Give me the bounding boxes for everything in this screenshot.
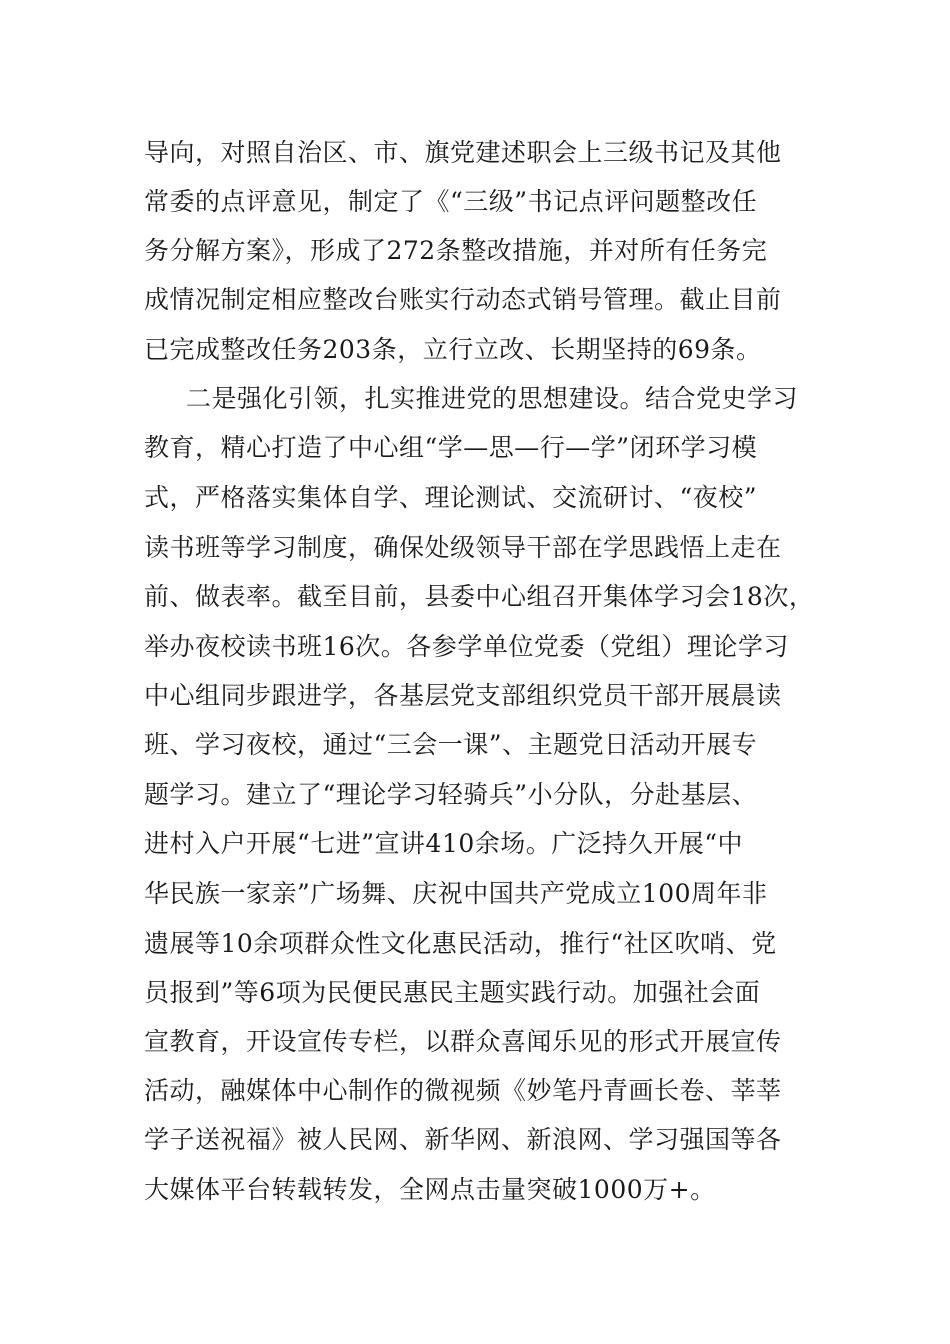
text-line: 华民族一家亲”广场舞、庆祝中国共产党成立100周年非 (144, 879, 768, 908)
text-line: 遗展等10余项群众性文化惠民活动，推行“社区吹哨、党 (144, 929, 777, 958)
text-line: 教育，精心打造了中心组“学—思—行—学”闭环学习模 (144, 433, 758, 462)
text-line: 宣教育，开设宣传专栏，以群众喜闻乐见的形式开展宣传 (144, 1027, 782, 1056)
text-line: 已完成整改任务203条，立行立改、长期坚持的69条。 (144, 335, 762, 364)
text-line: 读书班等学习制度，确保处级领导干部在学思践悟上走在 (144, 533, 782, 562)
text-line: 常委的点评意见，制定了《“三级”书记点评问题整改任 (144, 187, 758, 216)
text-line: 员报到”等6项为民便民惠民主题实践行动。加强社会面 (144, 978, 761, 1007)
text-line: 学子送祝福》被人民网、新华网、新浪网、学习强国等各 (144, 1125, 782, 1154)
text-line: 班、学习夜校，通过“三会一课”、主题党日活动开展专 (144, 730, 758, 759)
text-line: 进村入户开展“七进”宣讲410余场。广泛持久开展“中 (144, 829, 744, 858)
text-line: 活动，融媒体中心制作的微视频《妙笔丹青画长卷、莘莘 (144, 1076, 782, 1105)
text-line: 式，严格落实集体自学、理论测试、交流研讨、“夜校” (144, 483, 758, 512)
text-line: 务分解方案》，形成了272条整改措施，并对所有任务完 (144, 236, 768, 265)
text-line: 中心组同步跟进学，各基层党支部组织党员干部开展晨读 (144, 681, 782, 710)
paragraph-start-line: 二是强化引领，扎实推进党的思想建设。结合党史学习 (186, 384, 799, 413)
text-line: 前、做表率。截至目前，县委中心组召开集体学习会18次， (144, 582, 815, 611)
text-line: 成情况制定相应整改台账实行动态式销号管理。截止目前 (144, 285, 782, 314)
text-line: 导向，对照自治区、市、旗党建述职会上三级书记及其他 (144, 138, 782, 167)
text-line: 举办夜校读书班16次。各参学单位党委（党组）理论学习 (144, 632, 789, 661)
text-line: 题学习。建立了“理论学习轻骑兵”小分队，分赴基层、 (144, 780, 758, 809)
text-line: 大媒体平台转载转发，全网点击量突破1000万+。 (144, 1175, 716, 1204)
